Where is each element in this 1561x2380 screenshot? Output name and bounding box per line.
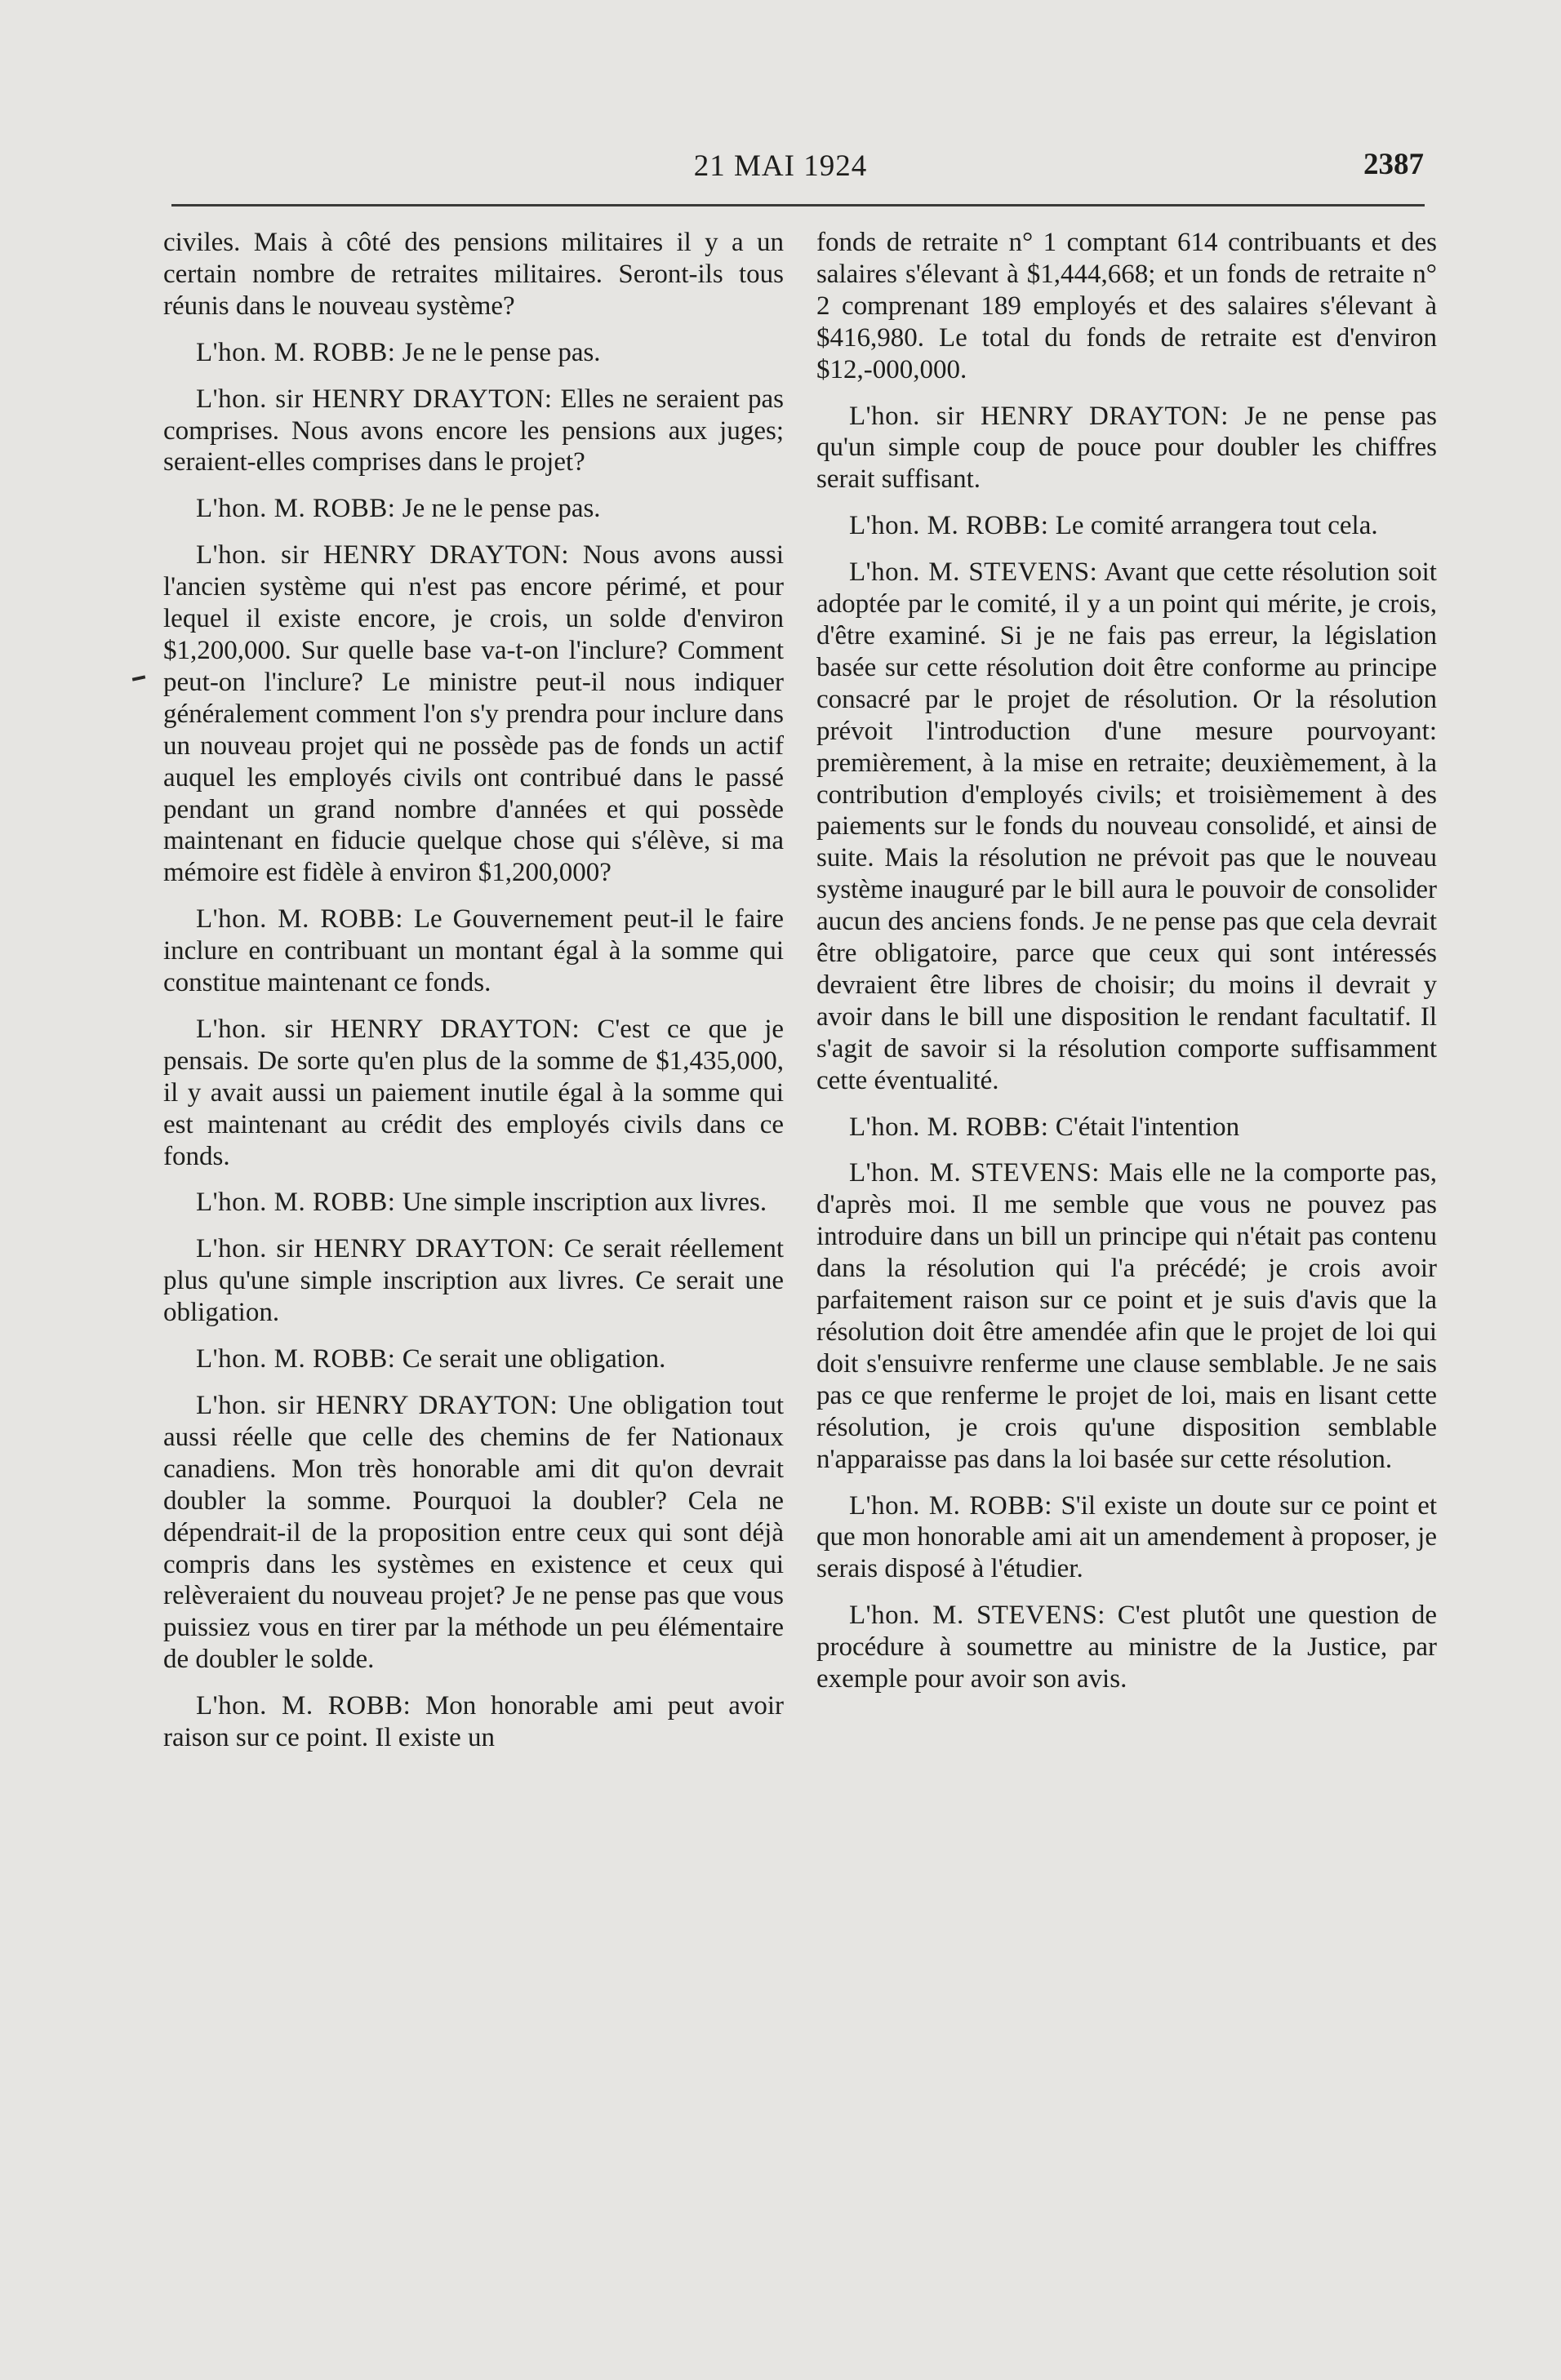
paragraph — [163, 1014, 784, 1173]
paragraph-text: Mais elle ne la comporte pas, d'après moi. Il me semble que vous ne pouvez pas introduire dans un bill un principe qui n'était pas contenu dans la résolution qui l'a précédé; je crois avoir parfaitement raison sur ce point et je suis d'avis que la résolution doit être amendée afin que le projet de loi qui doit s'ensuivre renferme une clause semblable. Je ne sais pas ce que renferme le projet de loi, mais en lisant cette résolution, je crois qu'une disposition semblable n'apparaisse pas dans la loi basée sur cette résolution. — [816, 1158, 1438, 1474]
left-column — [163, 227, 784, 1769]
paragraph-text: Une simple inscription aux livres. — [402, 1188, 767, 1218]
paragraph — [816, 510, 1437, 542]
paragraph — [163, 539, 784, 889]
paragraph-text: Ce serait une obligation. — [402, 1344, 666, 1374]
speaker-label: L'hon. sir HENRY DRAYTON: — [196, 1234, 555, 1264]
page-date: 21 MAI 1924 — [693, 149, 868, 183]
paragraph-text: Avant que cette résolution soit adoptée par le comité, il y a un point qui mérite, je crois, d'être examiné. Si je ne fais pas erreur, la législation basée sur cette résolution doit être conforme au principe consacré par le projet de résolution. Or la résolution prévoit l'introduction d'une mesure pourvoyant: premièrement, à la mise en retraite; deuxièmement, à la contribution d'employés civils; et troisièmement à des paiements sur le fonds du nouveau consolidé, et ainsi de suite. Mais la résolution ne prévoit pas que le nouveau système inauguré par le bill aura le pouvoir de consolider aucun des anciens fonds. Je ne pense pas que cela devrait être obligatoire, parce que ceux qui sont intéressés devraient être libres de choisir; du moins il devrait y avoir dans le bill une disposition le rendant facultatif. Il s'agit de savoir si la résolution comporte suffisamment cette éventualité. — [816, 557, 1437, 1095]
speaker-label: L'hon. M. ROBB: — [849, 1112, 1049, 1142]
speaker-label: L'hon. sir HENRY DRAYTON: — [196, 540, 570, 571]
paragraph-text: C'était l'intention — [1055, 1112, 1240, 1142]
paragraph-text: Le Gouvernement peut-il le faire inclure en contribuant un montant égal à la somme qui constitue maintenant ce fonds. — [163, 904, 785, 998]
paragraph — [816, 1600, 1437, 1695]
header-rule — [171, 204, 1425, 206]
speaker-label: L'hon. M. ROBB: — [196, 337, 396, 367]
paragraph-text: C'est ce que je pensais. De sorte qu'en plus de la somme de $1,435,000, il y avait aussi un paiement inutile égal à la somme qui est maintenant au crédit des employés civils dans ce fonds. — [163, 1014, 785, 1171]
speaker-label: L'hon. M. STEVENS: — [849, 1158, 1100, 1188]
paragraph — [816, 557, 1437, 1096]
paragraph — [163, 904, 784, 999]
speaker-label: L'hon. M. ROBB: — [196, 904, 403, 935]
paragraph — [163, 1187, 784, 1219]
paragraph-text: Nous avons aussi l'ancien système qui n'est pas encore périmé, et pour lequel il existe encore, je crois, un solde d'environ $1,200,000. Sur quelle base va-t-on l'inclure? Comment peut-on l'inclure? Le ministre peut-il nous indiquer généralement comment l'on s'y prendra pour inclure dans un nouveau projet qui ne possède pas de fonds un actif auquel les employés civils ont contribué dans le passé pendant un grand nombre d'années et qui possède maintenant en fiducie quelque chose qui s'élève, si ma mémoire est fidèle à environ $1,200,000? — [163, 540, 785, 888]
paragraph — [163, 384, 784, 479]
paragraph-text: civiles. Mais à côté des pensions militaires il y a un certain nombre de retraites militaires. Seront-ils tous réunis dans le nouveau système? — [163, 228, 784, 321]
speaker-label: L'hon. sir HENRY DRAYTON: — [196, 1391, 558, 1420]
speaker-label: L'hon. sir HENRY DRAYTON: — [849, 401, 1229, 431]
paragraph-text: Je ne le pense pas. — [402, 494, 601, 524]
paragraph — [163, 1233, 784, 1329]
speaker-label: L'hon. M. STEVENS: — [849, 557, 1098, 588]
paragraph — [163, 337, 784, 369]
paragraph — [163, 1343, 784, 1375]
speaker-label: L'hon. M. ROBB: — [849, 511, 1049, 541]
paragraph-text: Ce serait réellement plus qu'une simple inscription aux livres. Ce serait une obligation. — [163, 1234, 785, 1328]
paragraph — [163, 1690, 784, 1754]
speaker-label: L'hon. M. ROBB: — [196, 494, 396, 524]
paragraph-text: Elles ne seraient pas comprises. Nous avons encore les pensions aux juges; seraient-elles comprises dans le projet? — [163, 384, 784, 477]
speaker-label: L'hon. M. ROBB: — [196, 1188, 396, 1218]
paragraph — [816, 227, 1437, 386]
margin-mark — [132, 675, 145, 681]
right-column — [816, 227, 1437, 1710]
speaker-label: L'hon. sir HENRY DRAYTON: — [196, 1014, 580, 1044]
paragraph — [163, 1390, 784, 1676]
paragraph-text: Mon honorable ami peut avoir raison sur ce point. Il existe un — [163, 1691, 785, 1753]
speaker-label: L'hon. M. ROBB: — [849, 1490, 1052, 1521]
paragraph-text: Je ne le pense pas. — [402, 337, 601, 367]
paragraph — [816, 1490, 1437, 1586]
page-number: 2387 — [1363, 148, 1424, 181]
speaker-label: L'hon. M. ROBB: — [196, 1344, 396, 1374]
paragraph-text: fonds de retraite n° 1 comptant 614 contribuants et des salaires s'élevant à $1,444,668; et un fonds de retraite n° 2 comprenant 189 employés et des salaires s'élevant à $416,980. Le total du fonds de retraite est d'environ $12,-000,000. — [816, 228, 1437, 384]
paragraph — [163, 227, 784, 322]
paragraph-text: C'est plutôt une question de procédure à soumettre au ministre de la Justice, par exemple pour avoir son avis. — [816, 1601, 1437, 1694]
paragraph — [816, 1112, 1437, 1143]
paragraph — [163, 493, 784, 525]
speaker-label: L'hon. sir HENRY DRAYTON: — [196, 384, 553, 414]
paragraph — [816, 1157, 1437, 1475]
paragraph-text: Je ne pense pas qu'un simple coup de pouce pour doubler les chiffres serait suffisant. — [816, 401, 1438, 495]
paragraph-text: S'il existe un doute sur ce point et que mon honorable ami ait un amendement à proposer, je serais disposé à l'étudier. — [816, 1490, 1438, 1584]
paragraph — [816, 401, 1437, 496]
speaker-label: L'hon. M. ROBB: — [196, 1691, 411, 1721]
paragraph-text: Une obligation tout aussi réelle que celle des chemins de fer Nationaux canadiens. Mon très honorable ami dit qu'on devrait doubler la somme. Pourquoi la doubler? Cela ne dépendrait-il de la proposition entre ceux qui sont déjà compris dans les systèmes en existence et ceux qui relèveraient du nouveau projet? Je ne pense pas que vous puissiez vous en tirer par la méthode un peu élémentaire de doubler le solde. — [163, 1391, 785, 1675]
speaker-label: L'hon. M. STEVENS: — [849, 1601, 1105, 1631]
paragraph-text: Le comité arrangera tout cela. — [1055, 511, 1378, 541]
